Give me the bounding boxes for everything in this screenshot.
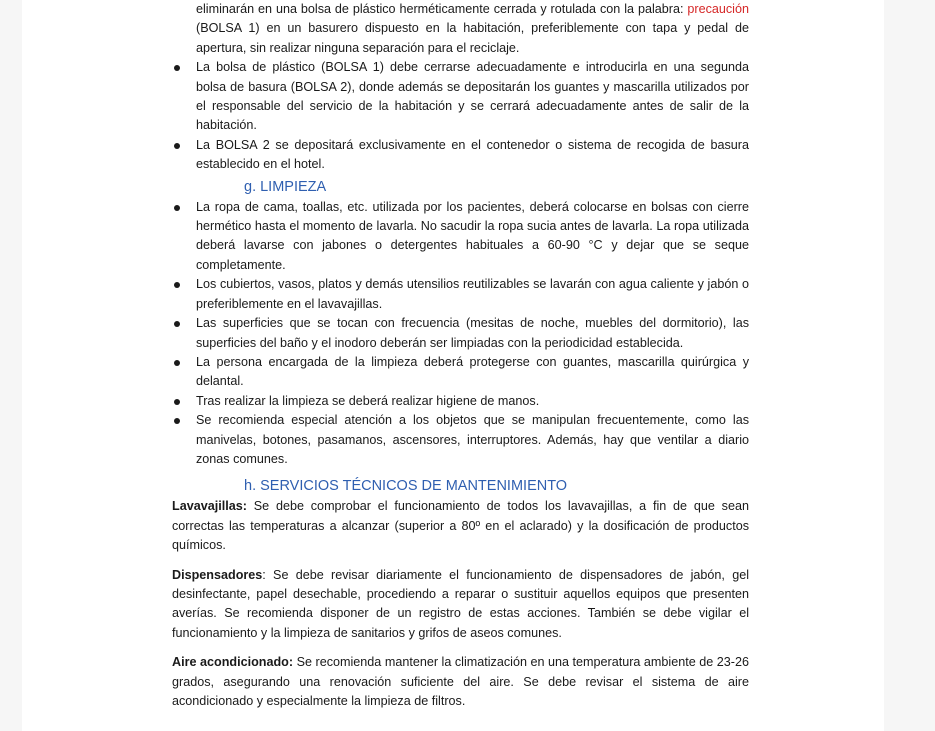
section-heading-limpieza: g. LIMPIEZA (244, 178, 327, 195)
list-item (172, 353, 749, 392)
list-item-text: Los cubiertos, vasos, platos y demás utensilios reutilizables se lavarán con agua caliente y jabón o preferiblemente en el lavavajillas. (196, 277, 749, 311)
continuation-text-end: (BOLSA 1) en un basurero dispuesto en la habitación, preferiblemente con tapa y pedal de apertura, sin realizar ninguna separación para el reciclaje. (196, 21, 749, 55)
list-item (172, 275, 749, 314)
list-item-text: La ropa de cama, toallas, etc. utilizada por los pacientes, deberá colocarse en bolsas con cierre hermético hasta el momento de lavarla. No sacudir la ropa sucia antes de lavarla. La ropa utilizada deberá lavarse con jabones o detergentes habituales a 60-90 °C y dejar que se seque completamente. (196, 199, 749, 272)
continuation-text-start: eliminarán en una bolsa de plástico herméticamente cerrada y rotulada con la palabra: (196, 2, 688, 16)
bullet-icon (174, 418, 180, 424)
list-item (172, 136, 749, 175)
list-item (172, 392, 749, 411)
list-item-text: La BOLSA 2 se depositará exclusivamente en el contenedor o sistema de recogida de basura establecido en el hotel. (196, 137, 749, 172)
bullet-icon (174, 360, 180, 366)
paragraph-label: Dispensadores (172, 567, 263, 582)
document-content (172, 0, 749, 721)
bullet-icon (174, 65, 180, 71)
paragraph-text: Se debe comprobar el funcionamiento de todos los lavavajillas, a fin de que sean correctas las temperaturas a alcanzar (superior a 80º en el aclarado) y la dosificación de productos químicos. (172, 499, 749, 553)
bullet-icon (174, 143, 180, 149)
document-page (22, 0, 884, 731)
list-item (172, 314, 749, 353)
section-heading-mantenimiento: h. SERVICIOS TÉCNICOS DE MANTENIMIENTO (244, 478, 568, 495)
bullet-icon (174, 399, 180, 405)
bullet-continuation (196, 0, 749, 58)
waste-bullet-list (172, 58, 749, 174)
list-item (172, 58, 749, 136)
paragraph-dispensadores (172, 566, 749, 644)
bullet-icon (174, 282, 180, 288)
paragraph-label: Aire acondicionado: (172, 655, 294, 670)
paragraph-label: Lavavajillas: (172, 499, 247, 514)
highlight-word: precaución (687, 2, 749, 16)
list-item-text: La persona encargada de la limpieza deberá protegerse con guantes, mascarilla quirúrgica y delantal. (196, 354, 749, 389)
cleaning-bullet-list (172, 198, 749, 470)
list-item-text: La bolsa de plástico (BOLSA 1) debe cerrarse adecuadamente e introducirla en una segunda bolsa de basura (BOLSA 2), donde además se depositarán los guantes y mascarilla utilizados por el responsable del servicio de la habitación y se cerrará adecuadamente antes de salir de la habitación. (196, 60, 749, 133)
list-item-text: Se recomienda especial atención a los objetos que se manipulan frecuentemente, como las manivelas, botones, pasamanos, ascensores, interruptores. Además, hay que ventilar a diario zonas comunes. (196, 413, 749, 466)
list-item-text: Tras realizar la limpieza se deberá realizar higiene de manos. (196, 393, 540, 408)
list-item-text: Las superficies que se tocan con frecuencia (mesitas de noche, muebles del dormitorio), las superficies del baño y el inodoro deberán ser limpiadas con la periodicidad establecida. (196, 316, 749, 350)
bullet-icon (174, 321, 180, 327)
paragraph-aire-acondicionado (172, 653, 749, 711)
paragraph-text: Se recomienda mantener la climatización en una temperatura ambiente de 23-26 grados, asegurando una renovación suficiente del aire. Se debe revisar el sistema de aire acondicionado y especialmente la limpieza de filtros. (172, 655, 749, 708)
paragraph-text: : Se debe revisar diariamente el funcionamiento de dispensadores de jabón, gel desinfectante, papel desechable, procediendo a reparar o sustituir aquellos equipos que presenten averías. Se recomienda disponer de un registro de estas acciones. También se debe vigilar el funcionamiento y la limpieza de sanitarios y grifos de aseos comunes. (172, 567, 749, 640)
list-item (172, 198, 749, 276)
paragraph-lavavajillas (172, 497, 749, 555)
list-item (172, 411, 749, 469)
bullet-icon (174, 205, 180, 211)
